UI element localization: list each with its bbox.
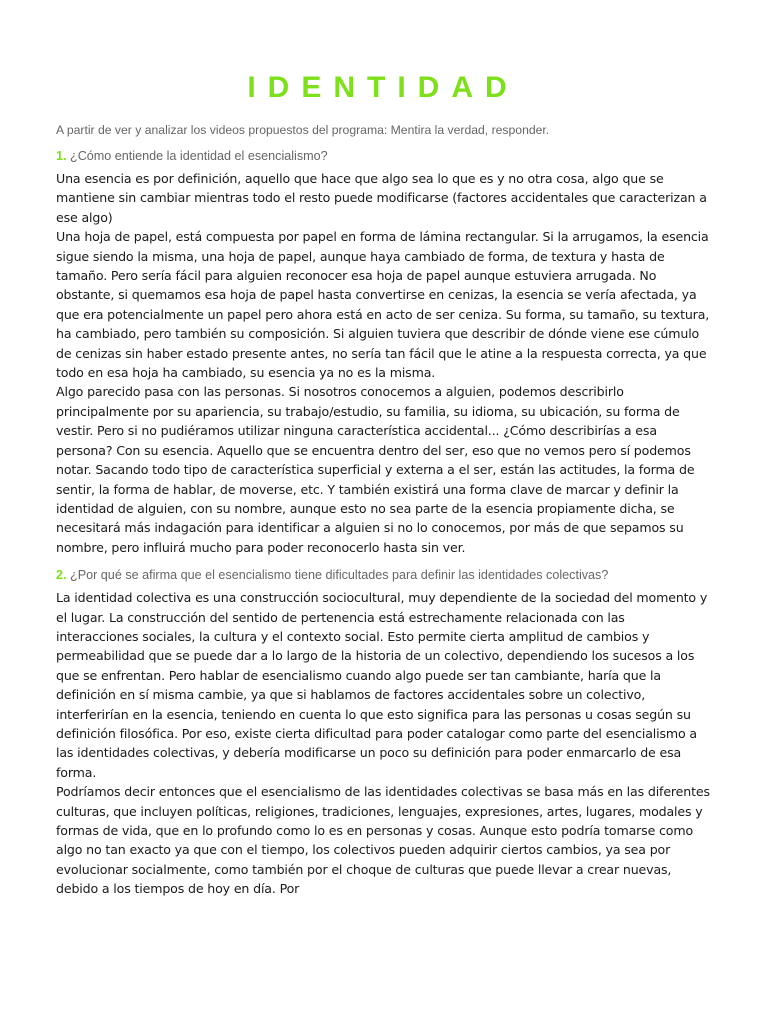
answer-body <box>56 169 710 557</box>
answer-paragraph: Algo parecido pasa con las personas. Si nosotros conocemos a alguien, podemos describirlo principalmente por su apariencia, su trabajo/estudio, su familia, su idioma, su ubicación, su forma de vestir. Pero si no pudiéramos utilizar ninguna característica accidental... ¿Cómo describirías a esa persona? Con su esencia. Aquello que se encuentra dentro del ser, eso que no vemos pero sí podemos notar. Sacando todo tipo de característica superficial y externa a el ser, están las actitudes, la forma de sentir, la forma de hablar, de moverse, etc. Y también existirá una forma clave de marcar y definir la identidad de alguien, con su nombre, aunque esto no sea parte de la esencia propiamente dicha, se necesitará más indagación para identificar a alguien si no lo conocemos, por más de que sepamos su nombre, pero influirá mucho para poder reconocerlo hasta sin ver. <box>56 384 695 555</box>
question-heading <box>56 567 710 584</box>
answer-body <box>56 588 710 899</box>
question-block-2 <box>56 567 710 899</box>
answer-paragraph: Una esencia es por definición, aquello que hace que algo sea lo que es y no otra cosa, algo que se mantiene sin cambiar mientras todo el resto puede modificarse (factores accidentales que caracterizan a ese algo) <box>56 171 707 225</box>
document-title: IDENTIDAD <box>247 71 519 104</box>
question-block-1 <box>56 148 710 557</box>
question-number: 1. <box>56 149 67 163</box>
question-text: ¿Cómo entiende la identidad el esencialismo? <box>70 149 328 163</box>
answer-paragraph: Una hoja de papel, está compuesta por papel en forma de lámina rectangular. Si la arrugamos, la esencia sigue siendo la misma, una hoja de papel, aunque haya cambiado de forma, de textura y hasta de tamaño. Pero sería fácil para alguien reconocer esa hoja de papel aunque estuviera arrugada. No obstante, si quemamos esa hoja de papel hasta convertirse en cenizas, la esencia se vería afectada, ya que era potencialmente un papel pero ahora está en acto de ser ceniza. Su forma, su tamaño, su textura, ha cambiado, pero también su composición. Si alguien tuviera que describir de dónde viene ese cúmulo de cenizas sin haber estado presente antes, no sería tan fácil que le atine a la respuesta correcta, ya que todo en esa hoja ha cambiado, su esencia ya no es la misma. <box>56 229 710 381</box>
question-text: ¿Por qué se afirma que el esencialismo tiene dificultades para definir las identidades colectivas? <box>70 568 609 583</box>
answer-paragraph: La identidad colectiva es una construcción sociocultural, muy dependiente de la sociedad del momento y el lugar. La construcción del sentido de pertenencia está estrechamente relacionada con las interacciones sociales, la cultura y el contexto social. Esto permite cierta amplitud de cambios y permeabilidad que se puede dar a lo largo de la historia de un colectivo, dependiendo los sucesos a los que se enfrentan. Pero hablar de esencialismo cuando algo puede ser tan cambiante, haría que la definición en sí misma cambie, ya que si hablamos de factores accidentales sobre un colectivo, interferirían en la esencia, teniendo en cuenta lo que esto significa para las personas u cosas según su definición filosófica. Por eso, existe cierta dificultad para poder catalogar como parte del esencialismo a las identidades colectivas, y debería modificarse un poco su definición para poder enmarcarlo de esa forma. <box>56 590 708 780</box>
answer-paragraph: Podríamos decir entonces que el esencialismo de las identidades colectivas se basa más en las diferentes culturas, que incluyen políticas, religiones, tradiciones, lenguajes, expresiones, artes, lugares, modales y formas de vida, que en lo profundo como lo es en personas y cosas. Aunque esto podría tomarse como algo no tan exacto ya que con el tiempo, los colectivos pueden adquirir ciertos cambios, ya sea por evolucionar socialmente, como también por el choque de culturas que puede llevar a crear nuevas, debido a los tiempos de hoy en día. Por <box>56 784 710 897</box>
intro-text: A partir de ver y analizar los videos propuestos del programa: Mentira la verdad, responder. <box>56 123 550 137</box>
question-heading <box>56 148 710 165</box>
question-number: 2. <box>56 568 67 583</box>
